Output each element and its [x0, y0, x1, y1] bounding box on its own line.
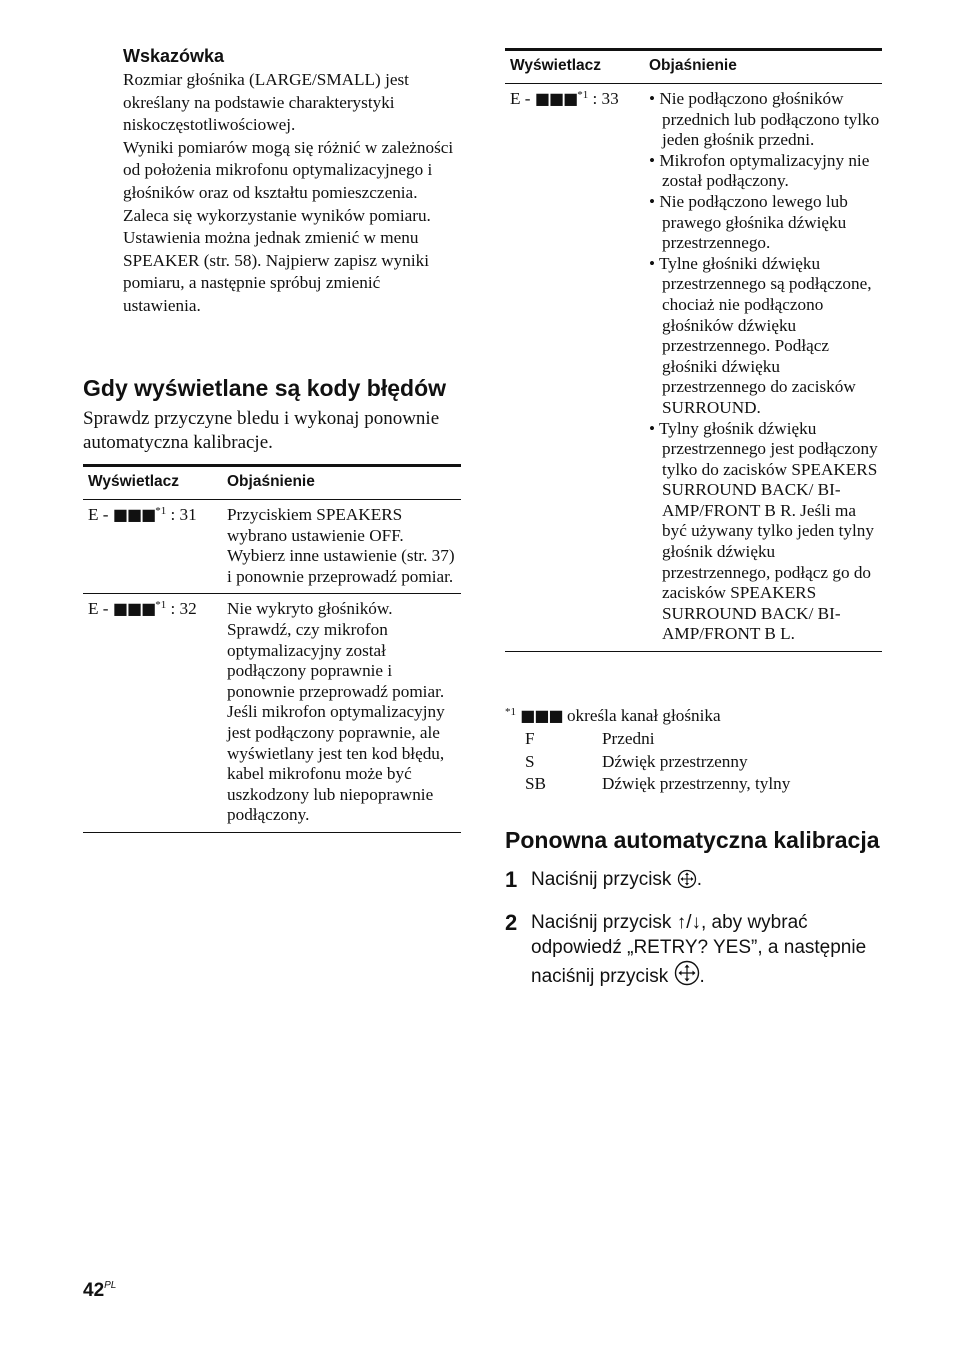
step-number: 2 [505, 910, 518, 935]
error-explanation: Przyciskiem SPEAKERS wybrano ustawienie OFF. Wybierz inne ustawienie (str. 37) i ponownie przeprowadź pomiar. [222, 500, 461, 594]
list-item: • Tylny głośnik dźwięku przestrzennego jest podłączony tylko do zacisków SPEAKERS SURROUND BACK/ BI-AMP/FRONT B R. Jeśli ma być używany tylko jeden tylny głośnik dźwięku przestrzennego, podłącz go do zacisków SPEAKERS SURROUND BACK/ BI-AMP/FRONT B L. [649, 418, 878, 644]
tip-title: Wskazówka [123, 46, 225, 66]
step-text: Naciśnij przycisk . [531, 867, 882, 896]
list-item: S Dźwięk przestrzenny [525, 751, 748, 771]
page-number: $42^{PL}$ [83, 1280, 117, 1301]
enter-button-icon [674, 960, 700, 993]
list-item: • Tylne głośniki dźwięku przestrzennego są podłączone, chociaż nie podłączono głośników dźwięku przestrzennego. Podłącz głośniki dźwięku przestrzennego do zacisków SURROUND. [649, 253, 872, 417]
enter-button-icon [677, 869, 697, 896]
footnote-line: $^{*1}$ ■■■ określa kanał głośnika [505, 706, 721, 725]
list-item: SB Dźwięk przestrzenny, tylny [525, 774, 791, 794]
error-code: E - ■■■$^{*1}$ : 31 [83, 500, 222, 594]
error-code: E - ■■■$^{*1}$ : 32 [83, 594, 222, 833]
col-header-explain: Objaśnienie [644, 50, 882, 84]
arrow-up-down-icon: ↑/↓ [676, 912, 701, 933]
section-lead: Sprawdz przyczyne bledu i wykonaj ponownie automatyczna kalibracje. [83, 408, 440, 453]
col-header-explain: Objaśnienie [222, 466, 461, 500]
section-title: Ponowna automatyczna kalibracja [505, 827, 880, 853]
list-item: • Mikrofon optymalizacyjny nie został podłączony. [649, 150, 870, 191]
table-row [83, 594, 461, 833]
list-item: F Przedni [525, 728, 655, 748]
errors-section [83, 376, 461, 833]
error-explanation: Nie wykryto głośników. Sprawdź, czy mikrofon optymalizacyjny został podłączony poprawnie i ponownie przeprowadź pomiar. Jeśli mikrofon optymalizacyjny jest podłączony poprawnie, ale wyświetlany jest ten kod błędu, kabel mikrofonu może być uszkodzony lub niepoprawnie podłączony. [222, 594, 461, 833]
footnote-block [505, 696, 882, 796]
tip-box [123, 46, 461, 318]
tip-paragraph: Rozmiar głośnika (LARGE/SMALL) jest określany na podstawie charakterystyki niskoczęstotliwościowej. [123, 70, 409, 135]
step-item [505, 910, 882, 993]
list-item: • Nie podłączono głośników przednich lub podłączono tylko jeden głośnik przedni. [649, 89, 880, 150]
step-number: 1 [505, 867, 518, 892]
col-header-display: Wyświetlacz [505, 50, 644, 84]
step-item [505, 867, 882, 896]
table-row [83, 500, 461, 594]
col-header-display: Wyświetlacz [83, 466, 222, 500]
tip-paragraph: Wyniki pomiarów mogą się różnić w zależności od położenia mikrofonu optymalizacyjnego i głośników oraz od kształtu pomieszczenia. Zaleca się wykorzystanie wyników pomiaru. Ustawienia można jednak zmienić w menu SPEAKER (str. 58). Najpierw zapisz wyniki pomiaru, a następnie spróbuj zmienić ustawienia. [123, 137, 454, 315]
table-row [505, 84, 882, 652]
footnote [505, 705, 882, 796]
recalibration-section [505, 828, 882, 1007]
error-code: E - ■■■$^{*1}$ : 33 [505, 84, 644, 652]
section-title: Gdy wyświetlane są kody błędów [83, 375, 447, 401]
error-table-continued [505, 48, 882, 652]
step-text: Naciśnij przycisk ↑/↓, aby wybrać odpowiedź „RETRY? YES”, a następnie naciśnij przycisk . [531, 910, 882, 993]
steps-list [505, 867, 882, 993]
error-table [83, 464, 461, 833]
error-explanation [644, 84, 882, 652]
list-item: • Nie podłączono lewego lub prawego głośnika dźwięku przestrzennego. [649, 191, 848, 253]
